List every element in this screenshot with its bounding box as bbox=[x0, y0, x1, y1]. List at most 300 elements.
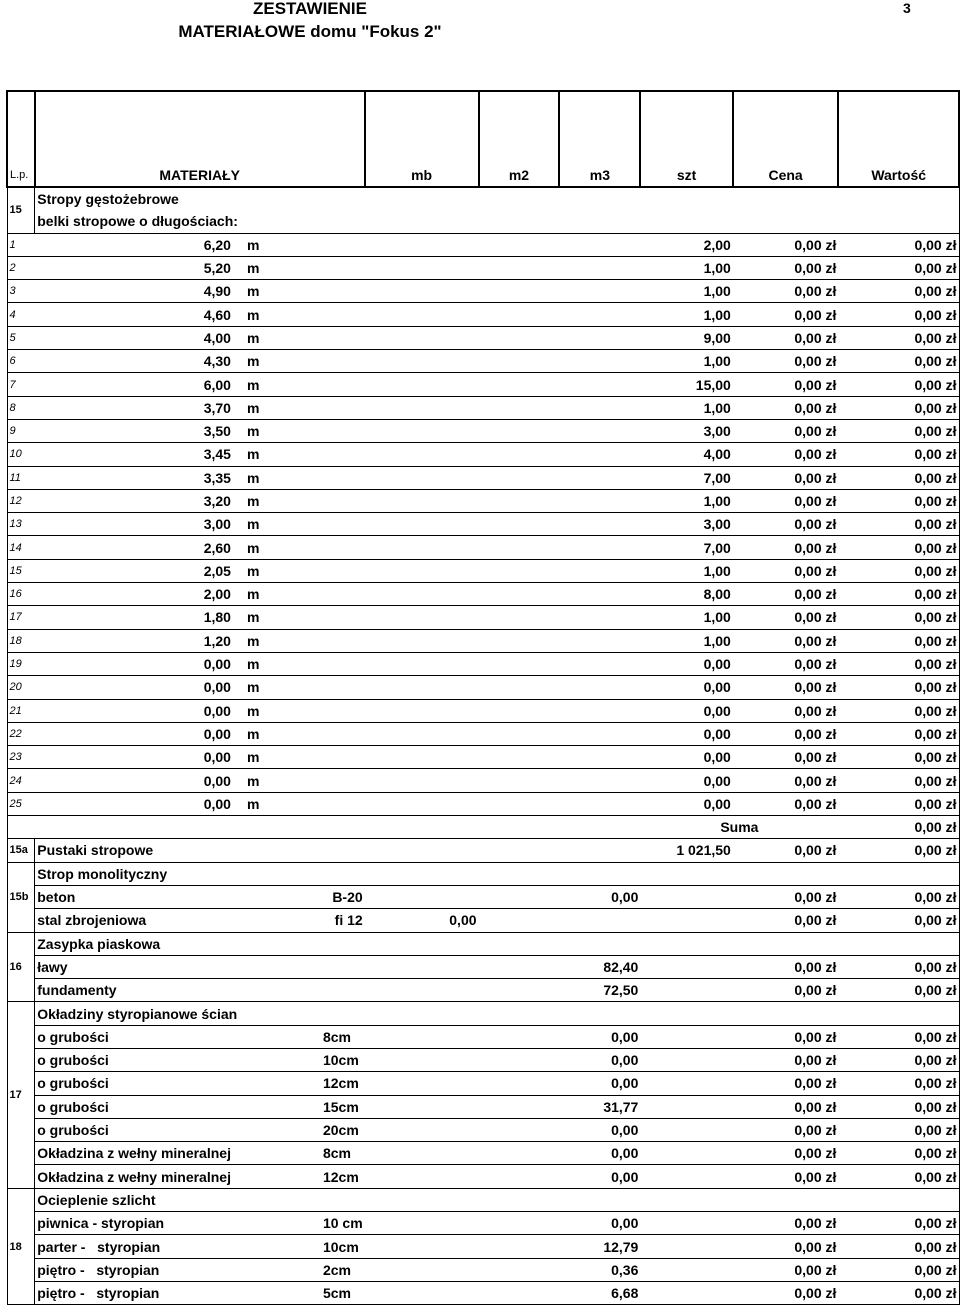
table-row bbox=[7, 466, 959, 489]
section-number: 17 bbox=[7, 1002, 35, 1188]
beam-length: 5,20 bbox=[35, 256, 233, 279]
empty-cell bbox=[640, 979, 732, 1002]
empty-cell bbox=[479, 513, 560, 536]
empty-cell bbox=[365, 652, 479, 675]
empty-cell bbox=[479, 676, 560, 699]
col-header-mb: mb bbox=[365, 91, 479, 187]
beam-unit: m bbox=[233, 769, 365, 792]
row-number: 3 bbox=[7, 280, 35, 303]
value-cell: 0,00 zł bbox=[838, 1142, 959, 1165]
empty-cell bbox=[640, 1258, 732, 1281]
beam-unit: m bbox=[233, 606, 365, 629]
empty-cell bbox=[559, 419, 640, 442]
empty-cell bbox=[479, 210, 959, 233]
value-cell: 0,00 zł bbox=[838, 769, 959, 792]
empty-cell bbox=[559, 513, 640, 536]
empty-cell bbox=[365, 256, 479, 279]
empty-cell bbox=[559, 350, 640, 373]
price-cell: 0,00 zł bbox=[733, 1165, 839, 1188]
qty-m2: 0,00 bbox=[479, 1048, 641, 1071]
beam-unit: m bbox=[233, 396, 365, 419]
qty-szt: 9,00 bbox=[640, 326, 732, 349]
page-number: 3 bbox=[903, 0, 911, 16]
qty-m2: 0,00 bbox=[479, 1212, 641, 1235]
empty-cell bbox=[365, 513, 479, 536]
qty-szt: 2,00 bbox=[640, 233, 732, 256]
qty-szt: 0,00 bbox=[640, 652, 732, 675]
beam-unit: m bbox=[233, 676, 365, 699]
empty-cell bbox=[479, 489, 560, 512]
empty-cell bbox=[365, 326, 479, 349]
price-cell: 0,00 zł bbox=[733, 1281, 839, 1304]
beam-unit: m bbox=[233, 746, 365, 769]
qty-m2: 0,00 bbox=[479, 1072, 641, 1095]
empty-cell bbox=[365, 1281, 479, 1304]
row-number: 19 bbox=[7, 652, 35, 675]
value-cell: 0,00 zł bbox=[838, 746, 959, 769]
empty-cell bbox=[479, 606, 560, 629]
empty-cell bbox=[365, 746, 479, 769]
row-number: 2 bbox=[7, 256, 35, 279]
value-cell: 0,00 zł bbox=[838, 955, 959, 978]
qty-szt: 1 021,50 bbox=[640, 839, 732, 862]
beam-length: 3,70 bbox=[35, 396, 233, 419]
price-cell: 0,00 zł bbox=[733, 536, 839, 559]
empty-cell bbox=[7, 816, 35, 839]
qty-m2: 12,79 bbox=[479, 1235, 641, 1258]
item-label: stal zbrojeniowa bbox=[35, 909, 233, 932]
qty-szt: 1,00 bbox=[640, 280, 732, 303]
price-cell: 0,00 zł bbox=[733, 443, 839, 466]
beam-unit: m bbox=[233, 489, 365, 512]
row-number: 25 bbox=[7, 792, 35, 815]
empty-cell bbox=[559, 699, 640, 722]
empty-cell bbox=[365, 536, 479, 559]
price-cell: 0,00 zł bbox=[733, 955, 839, 978]
empty-cell bbox=[365, 839, 641, 862]
item-spec: 12cm bbox=[233, 1165, 365, 1188]
price-cell: 0,00 zł bbox=[733, 1095, 839, 1118]
table-row bbox=[7, 1095, 959, 1118]
col-header-m3: m3 bbox=[559, 91, 640, 187]
empty-cell bbox=[559, 583, 640, 606]
beam-unit: m bbox=[233, 373, 365, 396]
value-cell: 0,00 zł bbox=[838, 233, 959, 256]
price-cell: 0,00 zł bbox=[733, 839, 839, 862]
table-row bbox=[7, 583, 959, 606]
item-spec: B-20 bbox=[233, 885, 365, 908]
empty-cell bbox=[365, 233, 479, 256]
price-cell: 0,00 zł bbox=[733, 722, 839, 745]
value-cell: 0,00 zł bbox=[838, 1281, 959, 1304]
beam-length: 2,60 bbox=[35, 536, 233, 559]
empty-cell bbox=[640, 1212, 732, 1235]
table-row bbox=[7, 489, 959, 512]
price-cell: 0,00 zł bbox=[733, 419, 839, 442]
section-15b-title-row bbox=[7, 862, 959, 885]
beam-length: 4,00 bbox=[35, 326, 233, 349]
empty-cell bbox=[479, 536, 560, 559]
empty-cell bbox=[365, 606, 479, 629]
price-cell: 0,00 zł bbox=[733, 583, 839, 606]
empty-cell bbox=[365, 629, 479, 652]
beam-length: 6,20 bbox=[35, 233, 233, 256]
empty-cell bbox=[365, 1118, 479, 1141]
qty-szt: 0,00 bbox=[640, 769, 732, 792]
empty-cell bbox=[559, 280, 640, 303]
beam-unit: m bbox=[233, 652, 365, 675]
row-number: 12 bbox=[7, 489, 35, 512]
empty-cell bbox=[365, 443, 479, 466]
table-row bbox=[7, 373, 959, 396]
qty-szt: 1,00 bbox=[640, 396, 732, 419]
empty-cell bbox=[479, 326, 560, 349]
row-number: 14 bbox=[7, 536, 35, 559]
section-18-title-row bbox=[7, 1188, 959, 1211]
beam-length: 0,00 bbox=[35, 769, 233, 792]
qty-szt: 1,00 bbox=[640, 559, 732, 582]
row-number: 10 bbox=[7, 443, 35, 466]
section-number: 18 bbox=[7, 1188, 35, 1304]
empty-cell bbox=[365, 1072, 479, 1095]
empty-cell bbox=[559, 676, 640, 699]
beam-length: 0,00 bbox=[35, 652, 233, 675]
beam-unit: m bbox=[233, 350, 365, 373]
section-16-title-row bbox=[7, 932, 959, 955]
price-cell: 0,00 zł bbox=[733, 909, 839, 932]
empty-cell bbox=[365, 1165, 479, 1188]
value-cell: 0,00 zł bbox=[838, 629, 959, 652]
empty-cell bbox=[640, 1048, 732, 1071]
empty-cell bbox=[559, 443, 640, 466]
value-cell: 0,00 zł bbox=[838, 1072, 959, 1095]
empty-cell bbox=[559, 536, 640, 559]
value-cell: 0,00 zł bbox=[838, 1025, 959, 1048]
price-cell: 0,00 zł bbox=[733, 373, 839, 396]
section-number: 15a bbox=[7, 839, 35, 862]
price-cell: 0,00 zł bbox=[733, 233, 839, 256]
empty-cell bbox=[559, 396, 640, 419]
col-header-wartosc: Wartość bbox=[838, 91, 959, 187]
price-cell: 0,00 zł bbox=[733, 1235, 839, 1258]
table-row bbox=[7, 1258, 959, 1281]
empty-cell bbox=[365, 1142, 479, 1165]
qty-m3: 0,00 bbox=[479, 885, 641, 908]
empty-cell bbox=[479, 699, 560, 722]
value-cell: 0,00 zł bbox=[838, 256, 959, 279]
sum-row bbox=[7, 816, 959, 839]
price-cell: 0,00 zł bbox=[733, 1025, 839, 1048]
section-17-title-row bbox=[7, 1002, 959, 1025]
empty-cell bbox=[365, 1048, 479, 1071]
table-row bbox=[7, 722, 959, 745]
empty-cell bbox=[640, 1281, 732, 1304]
value-cell: 0,00 zł bbox=[838, 280, 959, 303]
table-row bbox=[7, 676, 959, 699]
empty-cell bbox=[365, 373, 479, 396]
item-label: o grubości bbox=[35, 1072, 233, 1095]
price-cell: 0,00 zł bbox=[733, 1212, 839, 1235]
table-row bbox=[7, 792, 959, 815]
row-number: 23 bbox=[7, 746, 35, 769]
row-number: 1 bbox=[7, 233, 35, 256]
section-title: Zasypka piaskowa bbox=[35, 932, 365, 955]
empty-cell bbox=[365, 1212, 479, 1235]
empty-cell bbox=[559, 489, 640, 512]
qty-szt: 4,00 bbox=[640, 443, 732, 466]
qty-szt: 0,00 bbox=[640, 722, 732, 745]
empty-cell bbox=[479, 792, 560, 815]
item-label: o grubości bbox=[35, 1095, 233, 1118]
section-15a-row bbox=[7, 839, 959, 862]
empty-cell bbox=[640, 1142, 732, 1165]
beam-unit: m bbox=[233, 326, 365, 349]
beam-length: 4,90 bbox=[35, 280, 233, 303]
empty-cell bbox=[365, 955, 479, 978]
qty-szt: 3,00 bbox=[640, 419, 732, 442]
empty-cell bbox=[640, 1095, 732, 1118]
price-cell: 0,00 zł bbox=[733, 792, 839, 815]
empty-cell bbox=[365, 1025, 479, 1048]
beam-length: 0,00 bbox=[35, 699, 233, 722]
table-row bbox=[7, 746, 959, 769]
row-number: 13 bbox=[7, 513, 35, 536]
price-cell: 0,00 zł bbox=[733, 280, 839, 303]
table-row bbox=[7, 326, 959, 349]
section-title: Stropy gęstożebrowe bbox=[35, 187, 479, 210]
empty-cell bbox=[365, 303, 479, 326]
empty-cell bbox=[640, 1072, 732, 1095]
price-cell: 0,00 zł bbox=[733, 303, 839, 326]
empty-cell bbox=[640, 1235, 732, 1258]
qty-m2: 0,36 bbox=[479, 1258, 641, 1281]
price-cell: 0,00 zł bbox=[733, 979, 839, 1002]
table-row bbox=[7, 233, 959, 256]
table-row bbox=[7, 350, 959, 373]
empty-cell bbox=[479, 746, 560, 769]
item-spec: 12cm bbox=[233, 1072, 365, 1095]
row-number: 7 bbox=[7, 373, 35, 396]
beam-length: 3,00 bbox=[35, 513, 233, 536]
item-spec: 8cm bbox=[233, 1142, 365, 1165]
item-label: parter - styropian bbox=[35, 1235, 233, 1258]
qty-szt: 0,00 bbox=[640, 676, 732, 699]
qty-m2: 0,00 bbox=[479, 1118, 641, 1141]
row-number: 5 bbox=[7, 326, 35, 349]
value-cell: 0,00 zł bbox=[838, 583, 959, 606]
section-title: Okładziny styropianowe ścian bbox=[35, 1002, 365, 1025]
empty-cell bbox=[365, 559, 479, 582]
value-cell: 0,00 zł bbox=[838, 513, 959, 536]
beam-length: 4,30 bbox=[35, 350, 233, 373]
value-cell: 0,00 zł bbox=[838, 326, 959, 349]
col-header-materials: MATERIAŁY bbox=[35, 91, 365, 187]
section-15-title-row bbox=[7, 187, 959, 210]
qty-szt: 3,00 bbox=[640, 513, 732, 536]
table-row bbox=[7, 769, 959, 792]
empty-cell bbox=[479, 629, 560, 652]
row-number: 6 bbox=[7, 350, 35, 373]
table-row bbox=[7, 979, 959, 1002]
item-spec: 10cm bbox=[233, 1048, 365, 1071]
qty-szt: 1,00 bbox=[640, 303, 732, 326]
item-spec: 5cm bbox=[233, 1281, 365, 1304]
section-title: Ocieplenie szlicht bbox=[35, 1188, 365, 1211]
empty-cell bbox=[559, 606, 640, 629]
empty-cell bbox=[479, 909, 733, 932]
beam-length: 1,20 bbox=[35, 629, 233, 652]
value-cell: 0,00 zł bbox=[838, 839, 959, 862]
item-label: piwnica - styropian bbox=[35, 1212, 233, 1235]
empty-cell bbox=[479, 583, 560, 606]
table-row bbox=[7, 1072, 959, 1095]
empty-cell bbox=[559, 303, 640, 326]
price-cell: 0,00 zł bbox=[733, 606, 839, 629]
empty-cell bbox=[479, 280, 560, 303]
empty-cell bbox=[479, 233, 560, 256]
beam-unit: m bbox=[233, 513, 365, 536]
table-row bbox=[7, 629, 959, 652]
price-cell: 0,00 zł bbox=[733, 652, 839, 675]
table-row bbox=[7, 652, 959, 675]
empty-cell bbox=[479, 769, 560, 792]
value-cell: 0,00 zł bbox=[838, 1212, 959, 1235]
table-row bbox=[7, 1235, 959, 1258]
beam-length: 3,45 bbox=[35, 443, 233, 466]
value-cell: 0,00 zł bbox=[838, 443, 959, 466]
value-cell: 0,00 zł bbox=[838, 1048, 959, 1071]
beam-length: 0,00 bbox=[35, 676, 233, 699]
empty-cell bbox=[559, 792, 640, 815]
beam-unit: m bbox=[233, 536, 365, 559]
empty-cell bbox=[559, 256, 640, 279]
value-cell: 0,00 zł bbox=[838, 559, 959, 582]
table-row bbox=[7, 1281, 959, 1304]
price-cell: 0,00 zł bbox=[733, 513, 839, 536]
empty-cell bbox=[365, 932, 959, 955]
value-cell: 0,00 zł bbox=[838, 699, 959, 722]
table-row bbox=[7, 1048, 959, 1071]
beam-length: 2,00 bbox=[35, 583, 233, 606]
value-cell: 0,00 zł bbox=[838, 1235, 959, 1258]
price-cell: 0,00 zł bbox=[733, 676, 839, 699]
beam-unit: m bbox=[233, 233, 365, 256]
table-row bbox=[7, 699, 959, 722]
item-label: Okładzina z wełny mineralnej bbox=[35, 1165, 233, 1188]
empty-cell bbox=[365, 792, 479, 815]
row-number: 15 bbox=[7, 559, 35, 582]
beam-length: 0,00 bbox=[35, 722, 233, 745]
value-cell: 0,00 zł bbox=[838, 303, 959, 326]
sum-label: Suma bbox=[640, 816, 838, 839]
empty-cell bbox=[559, 559, 640, 582]
value-cell: 0,00 zł bbox=[838, 536, 959, 559]
table-row bbox=[7, 536, 959, 559]
qty-m2: 6,68 bbox=[479, 1281, 641, 1304]
empty-cell bbox=[559, 629, 640, 652]
table-row bbox=[7, 1142, 959, 1165]
value-cell: 0,00 zł bbox=[838, 979, 959, 1002]
beam-length: 2,05 bbox=[35, 559, 233, 582]
qty-mb: 0,00 bbox=[365, 909, 479, 932]
item-label: o grubości bbox=[35, 1048, 233, 1071]
document-title-line1: ZESTAWIENIE bbox=[253, 0, 367, 18]
empty-cell bbox=[365, 1095, 479, 1118]
beam-unit: m bbox=[233, 443, 365, 466]
value-cell: 0,00 zł bbox=[838, 419, 959, 442]
qty-szt: 8,00 bbox=[640, 583, 732, 606]
section-number: 15b bbox=[7, 862, 35, 932]
qty-szt: 15,00 bbox=[640, 373, 732, 396]
table-row bbox=[7, 885, 959, 908]
empty-cell bbox=[35, 816, 641, 839]
section-number: 15 bbox=[7, 187, 35, 233]
table-row bbox=[7, 1165, 959, 1188]
item-spec: 2cm bbox=[233, 1258, 365, 1281]
table-row bbox=[7, 396, 959, 419]
empty-cell bbox=[640, 955, 732, 978]
price-cell: 0,00 zł bbox=[733, 746, 839, 769]
empty-cell bbox=[365, 722, 479, 745]
beam-unit: m bbox=[233, 419, 365, 442]
beam-unit: m bbox=[233, 583, 365, 606]
col-header-lp: L.p. bbox=[7, 91, 35, 187]
price-cell: 0,00 zł bbox=[733, 1048, 839, 1071]
beam-unit: m bbox=[233, 629, 365, 652]
empty-cell bbox=[365, 350, 479, 373]
item-spec: 10cm bbox=[233, 1235, 365, 1258]
item-spec: fi 12 bbox=[233, 909, 365, 932]
table-row bbox=[7, 955, 959, 978]
item-label: piętro - styropian bbox=[35, 1281, 233, 1304]
price-cell: 0,00 zł bbox=[733, 629, 839, 652]
price-cell: 0,00 zł bbox=[733, 885, 839, 908]
price-cell: 0,00 zł bbox=[733, 1142, 839, 1165]
value-cell: 0,00 zł bbox=[838, 350, 959, 373]
beam-unit: m bbox=[233, 792, 365, 815]
value-cell: 0,00 zł bbox=[838, 396, 959, 419]
empty-cell bbox=[365, 1002, 959, 1025]
item-label: fundamenty bbox=[35, 979, 365, 1002]
row-number: 11 bbox=[7, 466, 35, 489]
beam-unit: m bbox=[233, 303, 365, 326]
item-spec: 20cm bbox=[233, 1118, 365, 1141]
beam-length: 3,20 bbox=[35, 489, 233, 512]
price-cell: 0,00 zł bbox=[733, 350, 839, 373]
empty-cell bbox=[365, 676, 479, 699]
empty-cell bbox=[640, 1025, 732, 1048]
beam-unit: m bbox=[233, 256, 365, 279]
empty-cell bbox=[365, 466, 479, 489]
beam-length: 3,35 bbox=[35, 466, 233, 489]
value-cell: 0,00 zł bbox=[838, 373, 959, 396]
row-number: 9 bbox=[7, 419, 35, 442]
empty-cell bbox=[479, 350, 560, 373]
row-number: 18 bbox=[7, 629, 35, 652]
table-header-row bbox=[7, 91, 959, 187]
value-cell: 0,00 zł bbox=[838, 676, 959, 699]
empty-cell bbox=[479, 652, 560, 675]
empty-cell bbox=[640, 885, 732, 908]
empty-cell bbox=[479, 559, 560, 582]
empty-cell bbox=[559, 652, 640, 675]
value-cell: 0,00 zł bbox=[838, 1118, 959, 1141]
value-cell: 0,00 zł bbox=[838, 792, 959, 815]
table-row bbox=[7, 303, 959, 326]
empty-cell bbox=[365, 419, 479, 442]
empty-cell bbox=[479, 187, 959, 210]
value-cell: 0,00 zł bbox=[838, 1165, 959, 1188]
